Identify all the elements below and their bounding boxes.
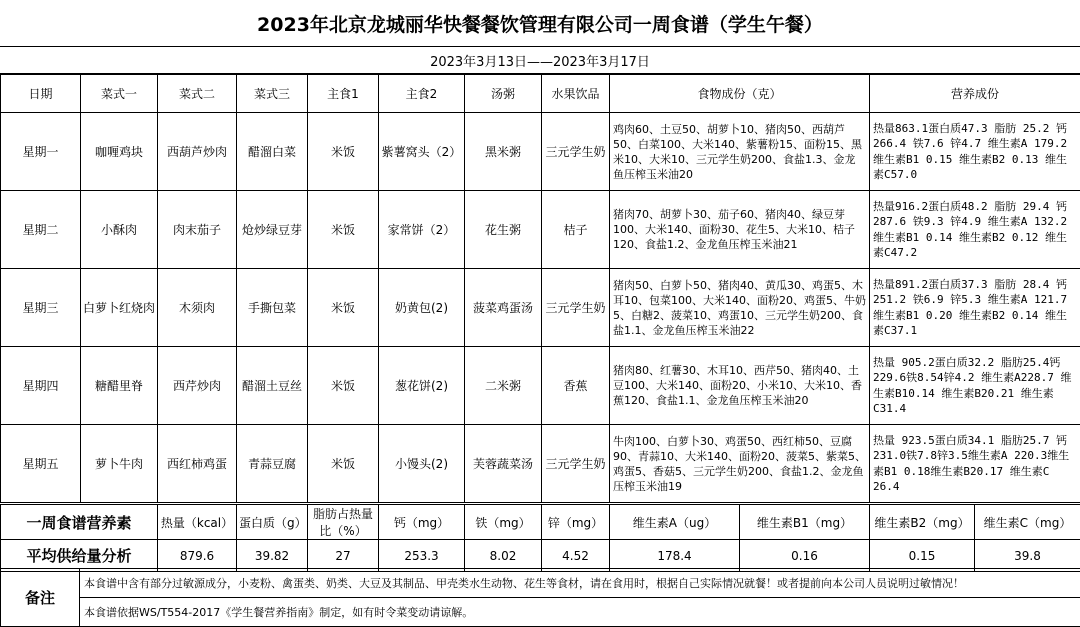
staple2-cell: 家常饼（2）	[379, 191, 465, 269]
summary-label-vitamin-c: 维生素C（mg）	[975, 505, 1080, 540]
summary-label-vitamin-b1: 维生素B1（mg）	[740, 505, 870, 540]
notes-row	[1, 598, 1080, 627]
fruit-cell: 三元学生奶	[542, 113, 610, 191]
staple1-cell: 米饭	[308, 191, 379, 269]
dish2-cell: 西芹炒肉	[158, 347, 237, 425]
table-row	[1, 113, 1080, 191]
day-label: 星期五	[1, 425, 81, 503]
header-staple1: 主食1	[308, 75, 379, 113]
notes-table	[0, 568, 1080, 627]
dish1-cell: 糖醋里脊	[81, 347, 158, 425]
summary-value-calcium: 253.3	[379, 540, 465, 572]
summary-label-iron: 铁（mg）	[465, 505, 542, 540]
summary-row1-label: 一周食谱营养素	[1, 505, 158, 540]
summary-label-vitamin-a: 维生素A（ug）	[610, 505, 740, 540]
staple2-cell: 紫薯窝头（2）	[379, 113, 465, 191]
header-staple2: 主食2	[379, 75, 465, 113]
summary-label-zinc: 锌（mg）	[542, 505, 610, 540]
day-label: 星期三	[1, 269, 81, 347]
dish2-cell: 西红柿鸡蛋	[158, 425, 237, 503]
ingredients-cell: 牛肉100、白萝卜30、鸡蛋50、西红柿50、豆腐90、青蒜10、大米140、面粉20、菠菜5、紫菜5、鸡蛋5、香菇5、三元学生奶200、食盐1.2、金龙鱼压榨玉米油19	[610, 425, 870, 503]
page-title: 2023年北京龙城丽华快餐餐饮管理有限公司一周食谱（学生午餐）	[0, 0, 1080, 47]
summary-value-vitamin-c: 39.8	[975, 540, 1080, 572]
staple2-cell: 小馒头(2)	[379, 425, 465, 503]
day-label: 星期一	[1, 113, 81, 191]
dish3-cell: 醋溜土豆丝	[237, 347, 308, 425]
summary-value-vitamin-a: 178.4	[610, 540, 740, 572]
allergen-note: 本食谱中含有部分过敏源成分，小麦粉、禽蛋类、奶类、大豆及其制品、甲壳类水生动物、花生等食材，请在食用时，根据自己实际情况就餐！或者提前向本公司人员说明过敏情况！	[80, 569, 1080, 598]
header-dish2: 菜式二	[158, 75, 237, 113]
summary-value-vitamin-b2: 0.15	[870, 540, 975, 572]
dish1-cell: 萝卜牛肉	[81, 425, 158, 503]
table-header-row	[1, 75, 1080, 113]
nutrition-cell: 热量863.1蛋白质47.3 脂肪 25.2 钙266.4 铁7.6 锌4.7 维生素A 179.2维生素B1 0.15 维生素B2 0.13 维生素C57.0	[870, 113, 1080, 191]
summary-label-energy: 热量（kcal）	[158, 505, 237, 540]
notes-row	[1, 569, 1080, 598]
dish2-cell: 西葫芦炒肉	[158, 113, 237, 191]
summary-row2-label: 平均供给量分析	[1, 540, 158, 572]
dish1-cell: 咖喱鸡块	[81, 113, 158, 191]
staple1-cell: 米饭	[308, 347, 379, 425]
day-label: 星期二	[1, 191, 81, 269]
dish3-cell: 炝炒绿豆芽	[237, 191, 308, 269]
summary-value-energy: 879.6	[158, 540, 237, 572]
dish2-cell: 木须肉	[158, 269, 237, 347]
summary-value-iron: 8.02	[465, 540, 542, 572]
summary-label-protein: 蛋白质（g）	[237, 505, 308, 540]
dish1-cell: 小酥肉	[81, 191, 158, 269]
dish3-cell: 手撕包菜	[237, 269, 308, 347]
day-label: 星期四	[1, 347, 81, 425]
table-row	[1, 347, 1080, 425]
soup-cell: 黑米粥	[465, 113, 542, 191]
header-date: 日期	[1, 75, 81, 113]
soup-cell: 二米粥	[465, 347, 542, 425]
table-row	[1, 425, 1080, 503]
nutrition-summary-table	[0, 504, 1080, 572]
summary-value-row	[1, 540, 1080, 572]
header-fruit: 水果饮品	[542, 75, 610, 113]
table-row	[1, 191, 1080, 269]
soup-cell: 花生粥	[465, 191, 542, 269]
nutrition-cell: 热量 905.2蛋白质32.2 脂肪25.4钙229.6铁8.54锌4.2 维生素A228.7 维生素B10.14 维生素B20.21 维生素C31.4	[870, 347, 1080, 425]
dish3-cell: 青蒜豆腐	[237, 425, 308, 503]
ingredients-cell: 猪肉80、红薯30、木耳10、西芹50、猪肉40、土豆100、大米140、面粉20、小米10、大米10、香蕉120、食盐1.1、金龙鱼压榨玉米油20	[610, 347, 870, 425]
staple2-cell: 葱花饼(2)	[379, 347, 465, 425]
dish2-cell: 肉末茄子	[158, 191, 237, 269]
summary-value-vitamin-b1: 0.16	[740, 540, 870, 572]
guideline-note: 本食谱依据WS/T554-2017《学生餐营养指南》制定，如有时令菜变动请谅解。	[80, 598, 1080, 627]
ingredients-cell: 猪肉70、胡萝卜30、茄子60、猪肉40、绿豆芽100、大米140、面粉30、花生5、大米10、桔子120、食盐1.2、金龙鱼压榨玉米油21	[610, 191, 870, 269]
summary-label-fat-ratio: 脂肪占热量比（%）	[308, 505, 379, 540]
ingredients-cell: 鸡肉60、土豆50、胡萝卜10、猪肉50、西葫芦50、白菜100、大米140、紫薯粉15、面粉15、黑米10、大米10、三元学生奶200、食盐1.3、金龙鱼压榨玉米油20	[610, 113, 870, 191]
summary-label-calcium: 钙（mg）	[379, 505, 465, 540]
ingredients-cell: 猪肉50、白萝卜50、猪肉40、黄瓜30、鸡蛋5、木耳10、包菜100、大米140、面粉20、鸡蛋5、牛奶5、白糖2、菠菜10、鸡蛋10、三元学生奶200、食盐1.1、金龙鱼压榨玉米油22	[610, 269, 870, 347]
staple1-cell: 米饭	[308, 113, 379, 191]
summary-header-row	[1, 505, 1080, 540]
table-row	[1, 269, 1080, 347]
summary-value-protein: 39.82	[237, 540, 308, 572]
weekly-menu-table	[0, 74, 1080, 503]
header-nutrition: 营养成份	[870, 75, 1080, 113]
header-dish1: 菜式一	[81, 75, 158, 113]
fruit-cell: 香蕉	[542, 347, 610, 425]
soup-cell: 芙蓉蔬菜汤	[465, 425, 542, 503]
summary-value-zinc: 4.52	[542, 540, 610, 572]
nutrition-cell: 热量 923.5蛋白质34.1 脂肪25.7 钙231.0铁7.8锌3.5维生素A 220.3维生素B1 0.18维生素B20.17 维生素C 26.4	[870, 425, 1080, 503]
date-range: 2023年3月13日——2023年3月17日	[0, 47, 1080, 74]
fruit-cell: 三元学生奶	[542, 425, 610, 503]
header-dish3: 菜式三	[237, 75, 308, 113]
summary-value-fat-ratio: 27	[308, 540, 379, 572]
staple1-cell: 米饭	[308, 269, 379, 347]
notes-label: 备注	[1, 569, 80, 627]
staple1-cell: 米饭	[308, 425, 379, 503]
nutrition-cell: 热量916.2蛋白质48.2 脂肪 29.4 钙287.6 铁9.3 锌4.9 维生素A 132.2维生素B1 0.14 维生素B2 0.12 维生素C47.2	[870, 191, 1080, 269]
fruit-cell: 桔子	[542, 191, 610, 269]
dish1-cell: 白萝卜红烧肉	[81, 269, 158, 347]
soup-cell: 菠菜鸡蛋汤	[465, 269, 542, 347]
fruit-cell: 三元学生奶	[542, 269, 610, 347]
summary-label-vitamin-b2: 维生素B2（mg）	[870, 505, 975, 540]
dish3-cell: 醋溜白菜	[237, 113, 308, 191]
header-soup: 汤粥	[465, 75, 542, 113]
header-ingredients: 食物成份（克）	[610, 75, 870, 113]
staple2-cell: 奶黄包(2)	[379, 269, 465, 347]
nutrition-cell: 热量891.2蛋白质37.3 脂肪 28.4 钙251.2 铁6.9 锌5.3 维生素A 121.7维生素B1 0.20 维生素B2 0.14 维生素C37.1	[870, 269, 1080, 347]
